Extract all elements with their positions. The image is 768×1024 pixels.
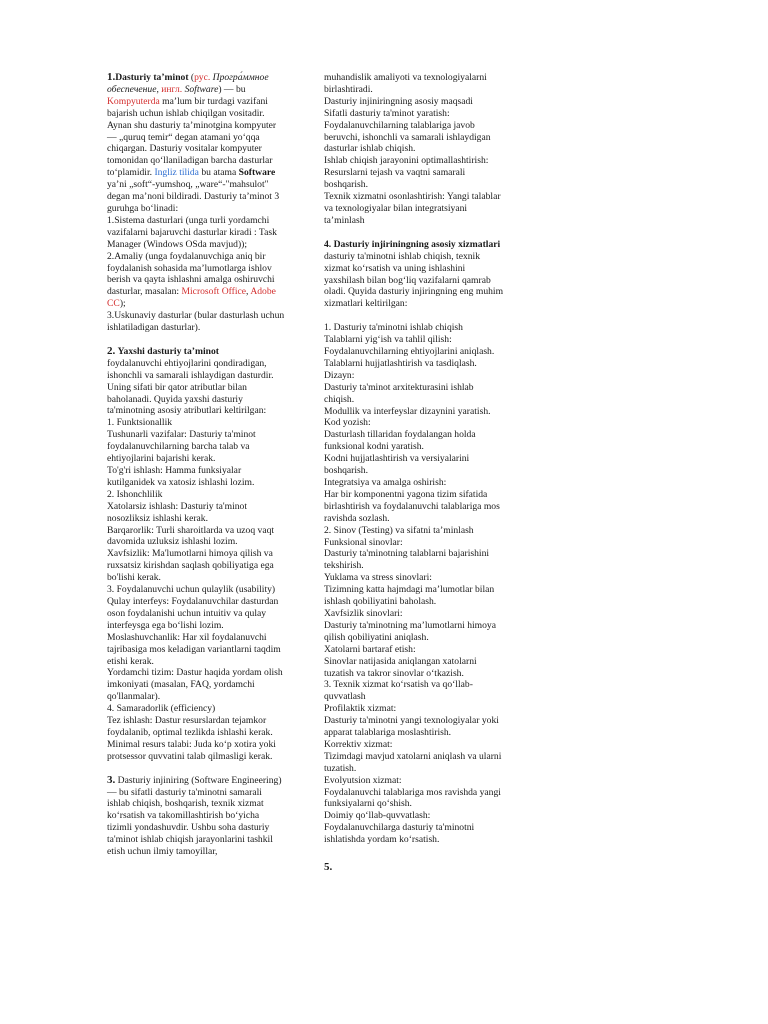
- s4-line: Kodni hujjatlashtirish va versiyalarini boshqarish.: [324, 453, 470, 477]
- s4-line: Funksional sinovlar:: [324, 536, 403, 548]
- section-2-heading: [107, 346, 285, 358]
- s4-line: 3. Texnik xizmat ko‘rsatish va qo‘llab-quvvatlash: [324, 679, 473, 703]
- ingliz-tilida-link[interactable]: Ingliz tilida: [154, 167, 199, 179]
- s1-list-item-1: 1.Sistema dasturlari (unga turli yordamchi vazifalarni bajaruvchi dasturlar kiradi : Task Manager (Windows OSda mavjud));: [107, 214, 277, 250]
- s2-line: Moslashuvchanlik: Har xil foydalanuvchi tajribasiga mos keladigan variantlarni taqdim etishi kerak.: [107, 631, 281, 667]
- s4-line: Foydalanuvchilarga dasturiy ta'minotni ishlatishda yordam ko‘rsatish.: [324, 822, 475, 846]
- section-3-text: Dasturiy injiniring (Software Engineering) — bu sifatli dasturiy ta'minotni samarali ishlab chiqish, boshqarish, texnik xizmat ko‘rsatish va takomillashtirish bo‘yicha tizimli yondashuvdir. Ushbu soha dasturiy ta'minot ishlab chiqish jarayonlarini tashkil etish uchun ilmiy tamoyillar,: [107, 774, 282, 858]
- s2-line: Tushunarli vazifalar: Dasturiy ta'minot foydalanuvchilarning barcha talab va ehtiyojlarini bajarishi kerak.: [107, 429, 256, 465]
- section-4-intro-text: dasturiy ta'minotni ishlab chiqish, texnik xizmat ko‘rsatish va uning ishlashini yaxshilash bilan bog‘liq vazifalarni qamrab oladi. Quyida dasturiy injiringning eng muhim xizmatlari keltirilgan:: [324, 250, 504, 310]
- blank-line: [324, 310, 504, 322]
- s4-line: Dasturiy ta'minotning talablarni bajarishini tekshirish.: [324, 548, 490, 572]
- s3-cont-line: muhandislik amaliyoti va texnologiyalarni birlashtiradi.: [324, 72, 487, 95]
- s4-line: Talablarni yig‘ish va tahlil qilish: Foydalanuvchilarning ehtiyojlarini aniqlash.: [324, 334, 495, 358]
- s2-line: Tez ishlash: Dastur resurslardan tejamkor foydalanib, optimal tezlikda ishlashi kerak.: [107, 715, 273, 738]
- ingl-label: ингл.: [161, 83, 183, 95]
- s1-list-item-2: 2.Amaliy (unga foydalanuvchiga aniq bir foydalanish sohasida ma’lumotlarga ishlov berish va qayta ishlashni amalga oshiruvchi dasturlar, masalan: Microsoft Office, Adobe CC);: [107, 250, 276, 310]
- s4-line: Profilaktik xizmat:: [324, 703, 397, 715]
- s4-line: Tizimning katta hajmdagi ma’lumotlar bilan ishlash qobiliyatini baholash.: [324, 584, 495, 608]
- s1-text-a: bu: [235, 83, 246, 95]
- section-5-number: 5.: [324, 861, 333, 874]
- s4-line: Foydalanuvchi talablariga mos ravishda yangi funksiyalarni qo‘shish.: [324, 786, 501, 810]
- s4-line: Talablarni hujjatlashtirish va tasdiqlash.: [324, 357, 477, 369]
- s3-cont-line: Ishlab chiqish jarayonini optimallashtirish: Resurslarni tejash va vaqtni samarali boshqarish.: [324, 155, 489, 191]
- s4-line: Dizayn:: [324, 369, 355, 381]
- s4-line: Xatolarni bartaraf etish:: [324, 643, 416, 655]
- left-column: [107, 72, 285, 858]
- section-4-title: 4. Dasturiy injiriningning asosiy xizmatlari: [324, 238, 501, 250]
- rus-label: рус.: [194, 72, 211, 83]
- s2-line: 1. Funktsionallik: [107, 417, 173, 429]
- section-1: 1.Dasturiy ta’minot (рус. Програ́ммное обеспечение, ингл. Software) — bu Kompyuterda ma’lum bir turdagi vazifani bajarish uchun ishlab chiqilgan vositadir. Aynan shu dasturiy ta’minotgina kompyuter — „quruq temir“ degan atamani yo‘qqa chiqargan. Dasturiy vositalar kompyuter tomonidan qo‘llaniladigan barcha dasturlar to‘plamidir. Ingliz tilida bu atama Software ya’ni „soft“-yumshoq, „ware“-"mahsulot" degan ma’noni bildiradi. Dasturiy ta’minot 3 guruhga bo‘linadi:: [107, 71, 280, 214]
- s4-line: Dasturiy ta'minotning ma’lumotlarni himoya qilish qobiliyatini aniqlash.: [324, 619, 496, 643]
- section-4-intro: [324, 239, 504, 310]
- s2-line: Barqarorlik: Turli sharoitlarda va uzoq vaqt davomida uzluksiz ishlashi lozim.: [107, 524, 275, 548]
- s1-text-b: ma’lum bir turdagi vazifani bajarish uchun ishlab chiqilgan vositadir. Aynan shu dasturiy ta’minotgina kompyuter — „quruq temir“ degan atamani yo‘qqa chiqargan. Dasturiy vositalar kompyuter tomonidan qo‘llaniladigan barcha dasturlar to‘plamidir.: [107, 95, 277, 179]
- s4-line: Dasturiy ta'minot arxitekturasini ishlab chiqish.: [324, 381, 474, 405]
- section-3-number: 3.: [107, 773, 116, 786]
- adobe-cc-link[interactable]: Adobe CC: [107, 286, 276, 310]
- s2-line: foydalanuvchi ehtiyojlarini qondiradigan, ishonchli va samarali ishlaydigan dasturdir. Uning sifati bir qator atributlar bilan baholanadi. Quyida yaxshi dasturiy ta'minotning asosiy atributlari keltirilgan:: [107, 357, 274, 417]
- s1-text-d: ya’ni „soft“-yumshoq, „ware“-"mahsulot" degan ma’noni bildiradi. Dasturiy ta’minot 3 guruhga bo‘linadi:: [107, 179, 280, 214]
- s1-text-c: bu atama: [201, 167, 237, 179]
- s4-line: Dasturiy ta'minotni yangi texnologiyalar yoki apparat talablariga moslashtirish.: [324, 715, 499, 739]
- right-column: [324, 72, 504, 874]
- s3-cont-line: Dasturiy injiniringning asosiy maqsadi: [324, 95, 473, 107]
- s4-line: Evolyutsion xizmat:: [324, 774, 402, 786]
- s2-line: Yordamchi tizim: Dastur haqida yordam olish imkoniyati (masalan, FAQ, yordamchi qo'llanmalar).: [107, 667, 283, 703]
- s2-line: To'g'ri ishlash: Hamma funksiyalar kutilganidek va xatosiz ishlashi lozim.: [107, 465, 255, 488]
- s2-line: 3. Foydalanuvchi uchun qulaylik (usability): [107, 584, 276, 596]
- s4-line: Modullik va interfeyslar dizaynini yaratish.: [324, 405, 491, 417]
- microsoft-office-link[interactable]: Microsoft Office: [181, 286, 247, 298]
- rus-term: Програ́ммное обеспечение: [107, 72, 269, 95]
- s2-line: Xatolarsiz ishlash: Dasturiy ta'minot nosozliksiz ishlashi kerak.: [107, 500, 248, 524]
- s4-line: 1. Dasturiy ta'minotni ishlab chiqish: [324, 322, 463, 334]
- s4-line: Yuklama va stress sinovlari:: [324, 572, 432, 584]
- section-2-number: 2.: [107, 344, 116, 357]
- s4-line: Kod yozish:: [324, 417, 371, 429]
- section-5-heading: [324, 862, 504, 874]
- s1-list-item-2-text: 2.Amaliy (unga foydalanuvchiga aniq bir foydalanish sohasida ma’lumotlarga ishlov berish va qayta ishlashni amalga oshiruvchi dasturlar, masalan:: [107, 250, 275, 298]
- s3-cont-line: Sifatli dasturiy ta'minot yaratish: Foydalanuvchilarning talablariga javob beruvchi, ishonchli va samarali ishlaydigan dasturlar ishlab chiqish.: [324, 107, 491, 155]
- s4-line: Sinovlar natijasida aniqlangan xatolarni tuzatish va takror sinovlar o‘tkazish.: [324, 655, 477, 679]
- section-5: [324, 862, 504, 874]
- section-2-title: Yaxshi dasturiy ta’minot: [117, 345, 219, 357]
- s2-line: Xavfsizlik: Ma'lumotlarni himoya qilish va ruxsatsiz kirishdan saqlash qobiliyatiga ega bo'lishi kerak.: [107, 548, 274, 584]
- section-4: [324, 239, 504, 846]
- s3-cont-line: Texnik xizmatni osonlashtirish: Yangi talablar va texnologiyalar bilan integratsiyani ta’minlash: [324, 191, 501, 226]
- s4-line: 2. Sinov (Testing) va sifatni ta’minlash: [324, 524, 474, 536]
- s1-list-item-3: 3.Uskunaviy dasturlar (bular dasturlash uchun ishlatiladigan dasturlar).: [107, 310, 285, 334]
- software-term: Software: [238, 167, 276, 179]
- section-3-paragraph: [107, 775, 285, 858]
- s4-line: Doimiy qo‘llab-quvvatlash:: [324, 810, 431, 822]
- section-1-title: Dasturiy ta’minot: [115, 72, 189, 83]
- section-2: [107, 346, 285, 763]
- kompyuterda-link[interactable]: Kompyuterda: [107, 95, 160, 107]
- s4-line: Xavfsizlik sinovlari:: [324, 607, 403, 619]
- s2-line: 4. Samaradorlik (efficiency): [107, 703, 216, 715]
- s4-line: Dasturlash tillaridan foydalangan holda funksional kodni yaratish.: [324, 429, 476, 453]
- s4-line: Har bir komponentni yagona tizim sifatida birlashtirish va foydalanuvchi talablariga mos ravishda sozlash.: [324, 488, 500, 524]
- s4-line: Korrektiv xizmat:: [324, 738, 393, 750]
- s2-line: Minimal resurs talabi: Juda ko‘p xotira yoki protsessor quvvatini talab qilmasligi kerak.: [107, 738, 276, 762]
- s2-line: Qulay interfeys: Foydalanuvchilar dasturdan oson foydalanishi uchun intuitiv va qulay interfeysga ega bo‘lishi lozim.: [107, 595, 279, 631]
- s4-line: Tizimdagi mavjud xatolarni aniqlash va ularni tuzatish.: [324, 750, 502, 774]
- section-1-number: 1.: [107, 71, 116, 83]
- ingl-term: Software: [184, 83, 219, 95]
- section-3: [107, 775, 285, 858]
- s4-line: Integratsiya va amalga oshirish:: [324, 477, 447, 488]
- s2-line: 2. Ishonchlilik: [107, 488, 163, 500]
